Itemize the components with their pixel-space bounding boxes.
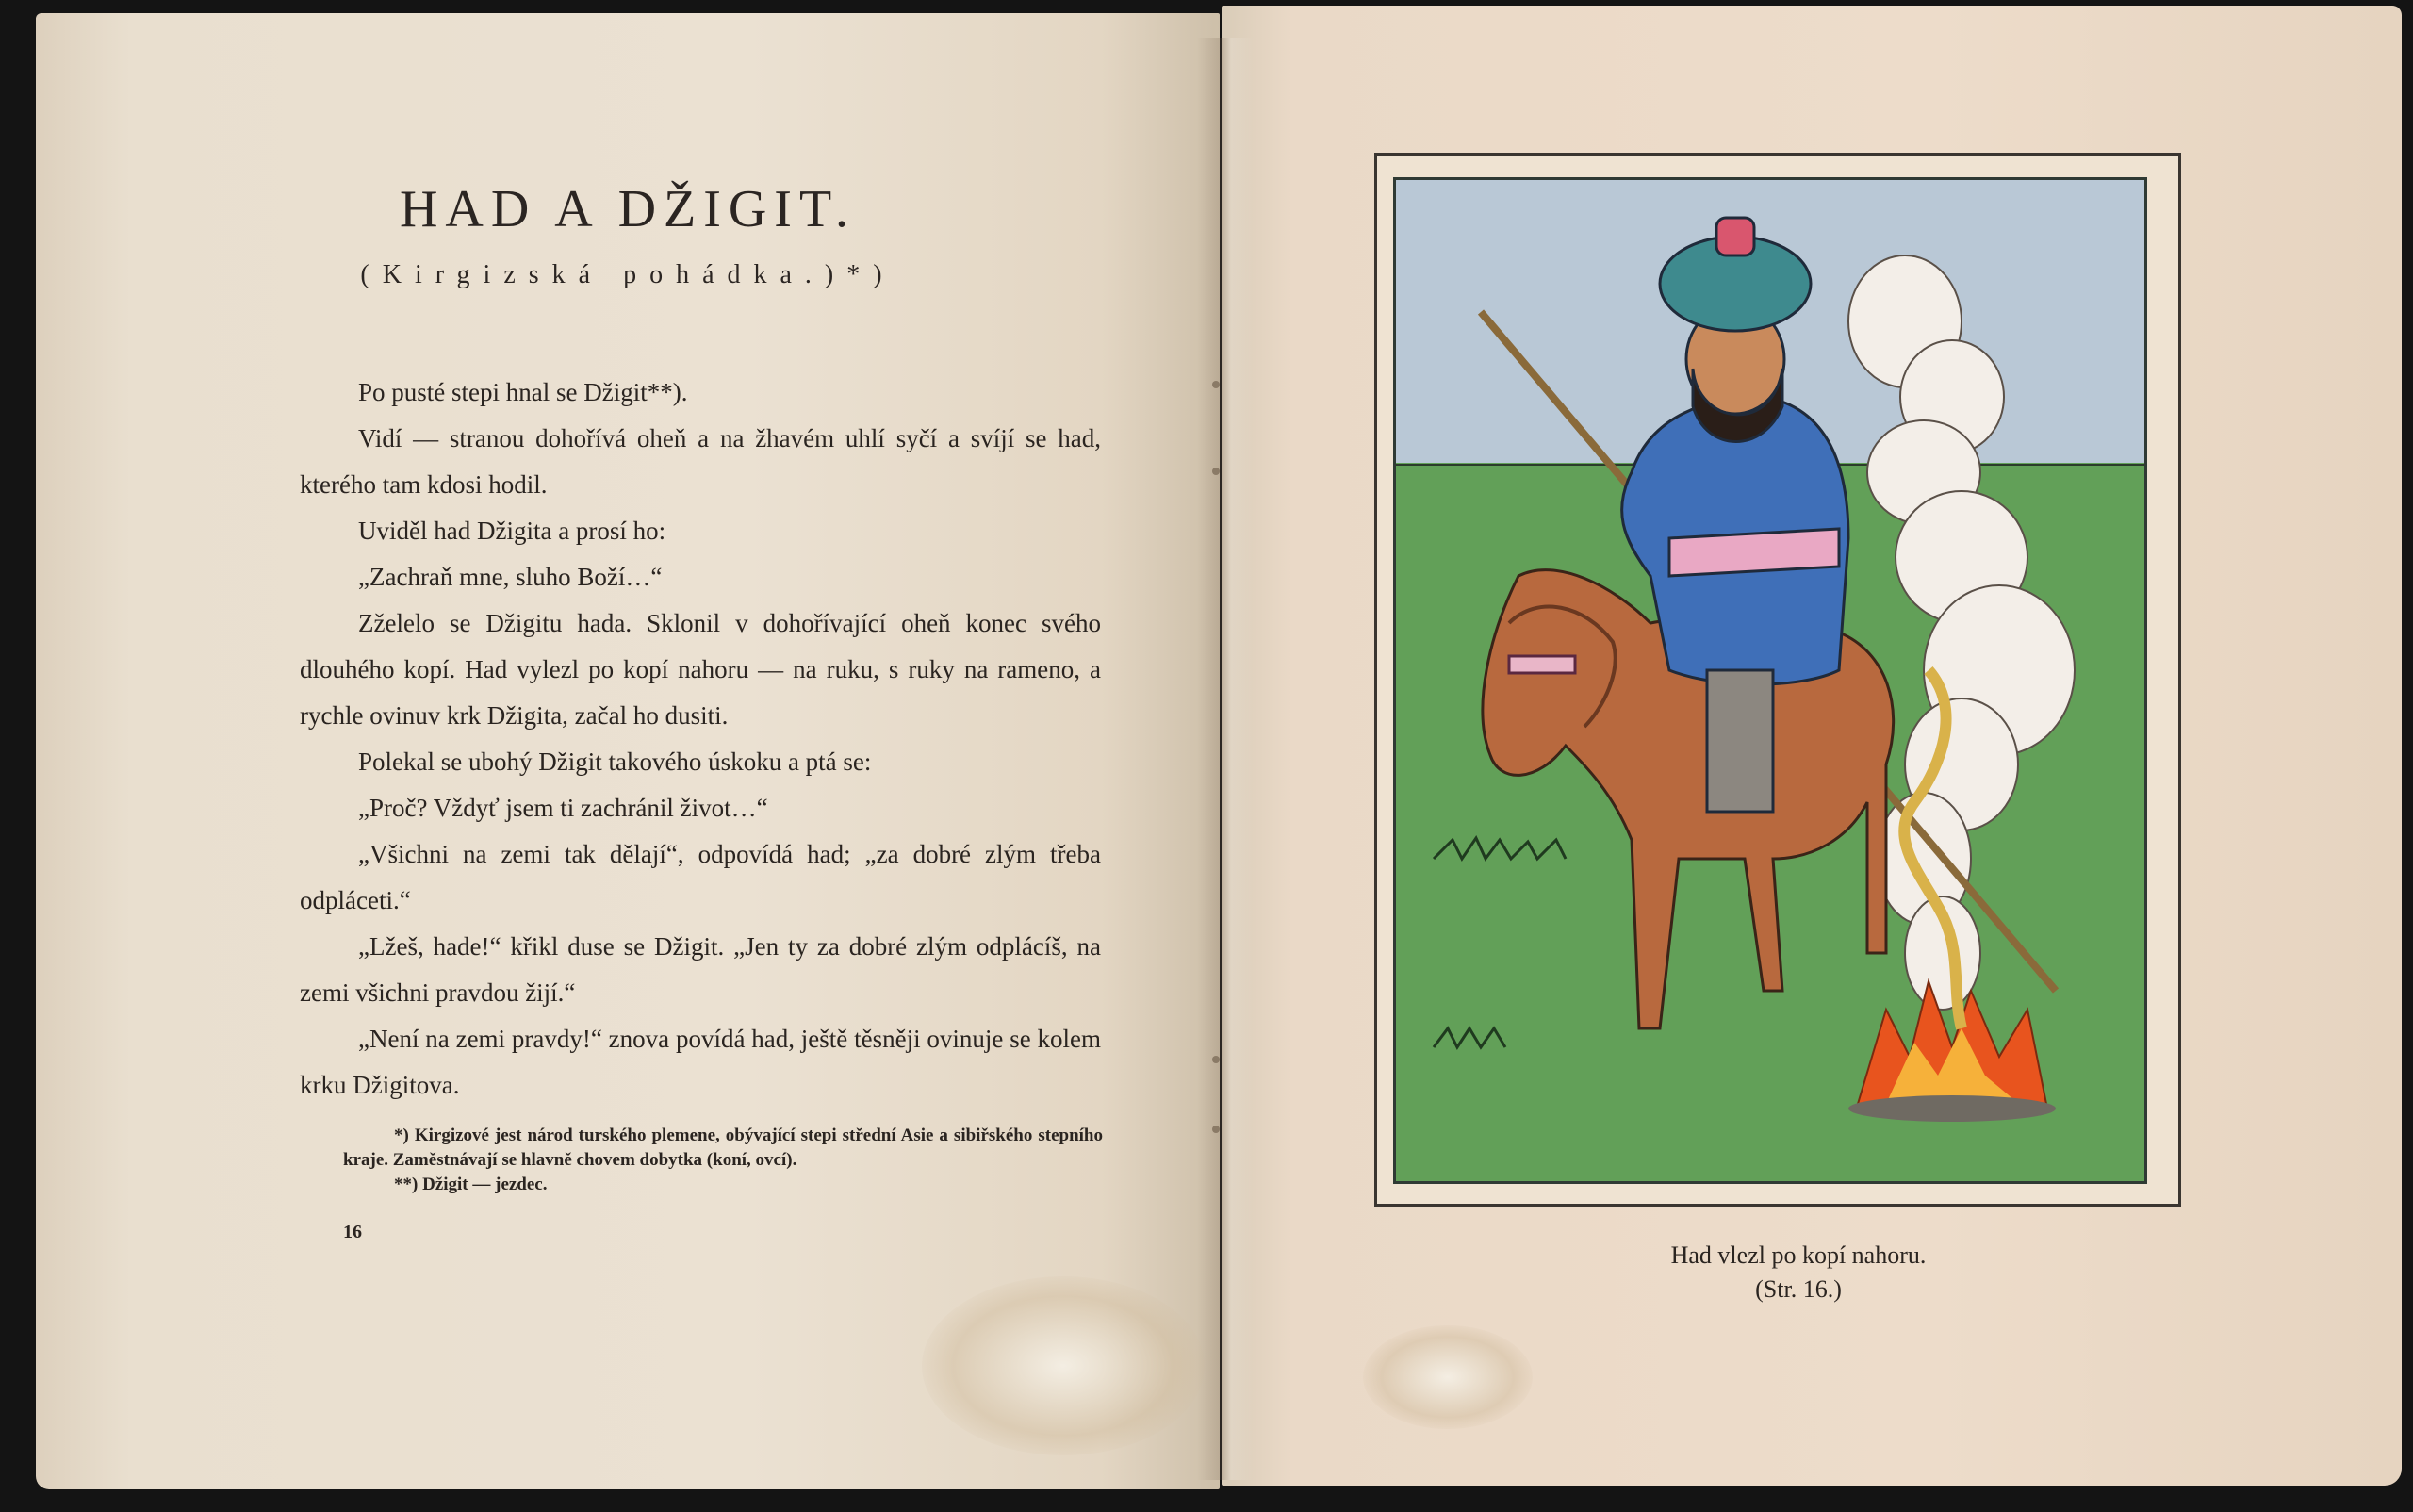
binding-stitch bbox=[1212, 1056, 1220, 1063]
binding-stitch bbox=[1212, 381, 1220, 388]
illustration bbox=[1393, 177, 2147, 1184]
rider-illustration bbox=[1396, 180, 2144, 1181]
caption-line: (Str. 16.) bbox=[1755, 1275, 1842, 1303]
paragraph: „Není na zemi pravdy!“ znova povídá had, ještě těsněji ovinuje se kolem krku Džigitova. bbox=[300, 1025, 1101, 1099]
water-stain bbox=[1363, 1325, 1533, 1429]
paragraph: Uviděl had Džigita a prosí ho: bbox=[358, 517, 666, 545]
paragraph: „Proč? Vždyť jsem ti zachránil život…“ bbox=[358, 794, 768, 822]
paragraph: „Všichni na zemi tak dělají“, odpovídá had; „za dobré zlým třeba odpláceti.“ bbox=[300, 840, 1101, 914]
paragraph: Polekal se ubohý Džigit takového úskoku a ptá se: bbox=[358, 748, 872, 776]
footnotes bbox=[343, 1124, 1103, 1197]
footnote: **) Džigit — jezdec. bbox=[394, 1175, 548, 1194]
footnote: *) Kirgizové jest národ turského plemene, obývající stepi střední Asie a sibiřského stepního kraje. Zaměstnávají se hlavně chovem dobytka (koní, ovcí). bbox=[343, 1126, 1103, 1170]
illustration-caption bbox=[1414, 1239, 2183, 1307]
paragraph: Po pusté stepi hnal se Džigit**). bbox=[358, 378, 688, 406]
story-body bbox=[300, 370, 1101, 1109]
paragraph: „Lžeš, hade!“ křikl duse se Džigit. „Jen ty za dobré zlým odplácíš, na zemi všichni pravdou žijí.“ bbox=[300, 932, 1101, 1007]
water-stain bbox=[922, 1276, 1205, 1455]
page-number: 16 bbox=[343, 1222, 362, 1242]
paragraph: „Zachraň mne, sluho Boží…“ bbox=[358, 563, 663, 591]
book-gutter bbox=[1197, 38, 1254, 1480]
left-page bbox=[36, 13, 1220, 1489]
story-title: HAD A DŽIGIT. bbox=[399, 180, 857, 238]
paragraph: Vidí — stranou dohořívá oheň a na žhavém uhlí syčí a svíjí se had, kterého tam kdosi hodil. bbox=[300, 424, 1101, 499]
paragraph: Zželelo se Džigitu hada. Sklonil v dohořívající oheň konec svého dlouhého kopí. Had vylezl po kopí nahoru — na ruku, s ruky na rameno, a rychle ovinuv krk Džigita, začal ho dusiti. bbox=[300, 609, 1101, 730]
binding-stitch bbox=[1212, 468, 1220, 475]
binding-stitch bbox=[1212, 1126, 1220, 1133]
caption-line: Had vlezl po kopí nahoru. bbox=[1670, 1241, 1927, 1269]
story-subtitle: (Kirgizská pohádka.)*) bbox=[360, 260, 895, 289]
